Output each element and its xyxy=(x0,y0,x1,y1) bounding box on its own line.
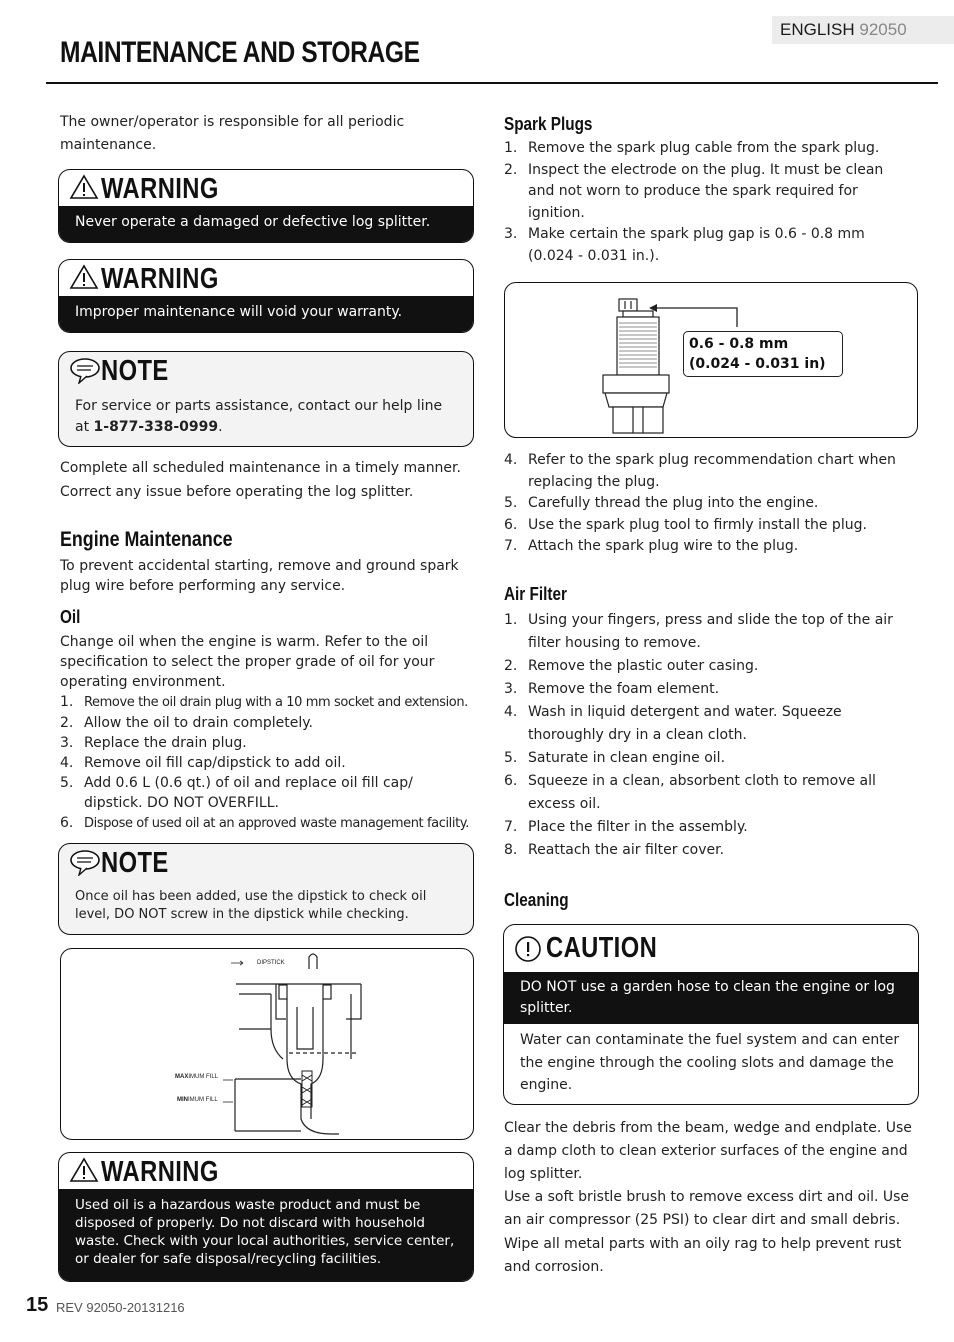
list-item xyxy=(504,536,914,558)
list-item-number: 8. xyxy=(504,842,518,858)
title-rule xyxy=(46,82,938,84)
intro-text: The owner/operator is responsible for all periodic maintenance. xyxy=(60,114,405,153)
revision-label: REV 92050-20131216 xyxy=(56,1300,185,1315)
page-number: 15 xyxy=(26,1294,49,1316)
list-item-number: 3. xyxy=(60,735,74,751)
list-item-number: 3. xyxy=(504,681,518,697)
caution-black-text: DO NOT use a garden hose to clean the engine or log splitter. xyxy=(504,972,918,1024)
language-label: ENGLISH xyxy=(780,20,855,39)
list-item xyxy=(504,160,914,225)
list-item-number: 3. xyxy=(504,226,518,242)
page-title: MAINTENANCE AND STORAGE xyxy=(60,36,420,69)
warning-box-2 xyxy=(58,259,474,333)
list-item xyxy=(504,224,914,267)
list-item xyxy=(504,770,914,816)
list-item-number: 4. xyxy=(504,704,518,720)
warning-body: Used oil is a hazardous waste product and must be disposed of properly. Do not discard with household waste. Check with your local authorities, service center, or dealer for safe disposal/recycling facilities. xyxy=(59,1189,473,1282)
model-number: 92050 xyxy=(859,20,907,39)
oil-intro: Change oil when the engine is warm. Refer to the oil specification to select the proper grade of oil for your operating environment. xyxy=(60,634,435,690)
max-label-bold: MAX xyxy=(175,1074,189,1080)
list-item-text: Remove the foam element. xyxy=(528,681,720,697)
warning-triangle-icon xyxy=(69,1157,99,1183)
list-item-text: Remove the plastic outer casing. xyxy=(528,658,759,674)
note-body xyxy=(59,388,473,446)
warning-triangle-icon xyxy=(69,264,99,290)
list-item-text: Remove the oil drain plug with a 10 mm socket and extension. xyxy=(84,695,468,710)
help-line-phone: 1-877-338-0999 xyxy=(93,419,219,435)
list-item-text: Reattach the air filter cover. xyxy=(528,842,725,858)
list-item xyxy=(504,816,914,839)
list-item-text: Use the spark plug tool to firmly install the plug. xyxy=(528,516,867,533)
oil-heading: Oil xyxy=(60,607,81,627)
note-body-text: For service or parts assistance, contact our help line at xyxy=(75,398,443,435)
min-label-bold: MIN xyxy=(177,1097,188,1103)
list-item-number: 4. xyxy=(60,755,74,771)
list-item xyxy=(504,515,914,537)
gap-label-in: (0.024 - 0.031 in) xyxy=(689,356,826,372)
spark-plugs-heading: Spark Plugs xyxy=(504,114,593,134)
note-heading: NOTE xyxy=(101,355,169,387)
spark-steps-list-b xyxy=(504,450,914,558)
list-item-number: 6. xyxy=(504,773,518,789)
list-item-number: 2. xyxy=(60,715,74,731)
dipstick-figure xyxy=(60,948,474,1140)
warning-heading: WARNING xyxy=(101,263,219,295)
list-item xyxy=(504,609,914,655)
list-item-text: Remove oil fill cap/dipstick to add oil. xyxy=(84,755,346,771)
caution-heading: CAUTION xyxy=(546,932,658,964)
list-item-text: Squeeze in a clean, absorbent cloth to remove all excess oil. xyxy=(528,773,876,812)
gap-label-mm: 0.6 - 0.8 mm xyxy=(689,336,789,352)
list-item-text: Carefully thread the plug into the engine. xyxy=(528,495,819,511)
caution-exclamation-icon xyxy=(514,935,542,963)
list-item xyxy=(60,773,475,813)
list-item-number: 5. xyxy=(504,495,518,511)
engine-maintenance-heading: Engine Maintenance xyxy=(60,528,233,551)
warning-box-3 xyxy=(58,1152,474,1282)
schedule-line-1: Complete all scheduled maintenance in a timely manner. xyxy=(60,460,461,476)
note-speech-bubble-icon xyxy=(69,848,101,876)
list-item-number: 5. xyxy=(60,775,74,791)
list-item xyxy=(504,450,914,493)
list-item-number: 4. xyxy=(504,452,518,468)
list-item xyxy=(504,655,914,678)
cleaning-para-3: Wipe all metal parts with an oily rag to help prevent rust and corrosion. xyxy=(504,1236,902,1275)
min-label-rest: IMUM FILL xyxy=(188,1097,218,1103)
list-item-number: 6. xyxy=(60,815,74,831)
cleaning-heading: Cleaning xyxy=(504,890,569,910)
schedule-line-2: Correct any issue before operating the log splitter. xyxy=(60,484,414,500)
minimum-fill-label xyxy=(177,1097,218,1103)
list-item-text: Dispose of used oil at an approved waste management facility. xyxy=(84,816,469,831)
list-item xyxy=(60,753,475,773)
list-item-number: 1. xyxy=(504,612,518,628)
warning-heading: WARNING xyxy=(101,1156,219,1188)
list-item-text: Saturate in clean engine oil. xyxy=(528,750,726,766)
list-item-text: Replace the drain plug. xyxy=(84,735,247,751)
note-body-suffix: . xyxy=(218,419,223,435)
language-tab xyxy=(772,16,954,44)
list-item-number: 1. xyxy=(504,140,518,156)
list-item-number: 2. xyxy=(504,658,518,674)
list-item-text: Allow the oil to drain completely. xyxy=(84,715,314,731)
list-item-text: Wash in liquid detergent and water. Squeeze thoroughly dry in a clean cloth. xyxy=(528,704,842,743)
list-item-number: 5. xyxy=(504,750,518,766)
caution-white-text: Water can contaminate the fuel system and can enter the engine through the cooling slots and damage the engine. xyxy=(520,1032,900,1093)
list-item xyxy=(60,713,475,733)
air-filter-heading: Air Filter xyxy=(504,584,567,604)
cleaning-para-1: Clear the debris from the beam, wedge and endplate. Use a damp cloth to clean exterior surfaces of the engine and log splitter. xyxy=(504,1120,912,1182)
warning-box-1 xyxy=(58,169,474,243)
list-item-text: Make certain the spark plug gap is 0.6 - 0.8 mm (0.024 - 0.031 in.). xyxy=(528,226,865,264)
list-item xyxy=(60,733,475,753)
spark-steps-list-a xyxy=(504,138,914,267)
list-item xyxy=(60,813,475,834)
list-item-text: Remove the spark plug cable from the spark plug. xyxy=(528,140,880,156)
warning-triangle-icon xyxy=(69,174,99,200)
engine-intro: To prevent accidental starting, remove and ground spark plug wire before performing any service. xyxy=(60,558,459,594)
caution-box xyxy=(503,924,919,1105)
list-item-text: Place the filter in the assembly. xyxy=(528,819,748,835)
dipstick-diagram xyxy=(61,949,474,1140)
warning-heading: WARNING xyxy=(101,173,219,205)
spark-plug-figure xyxy=(504,282,918,438)
list-item xyxy=(504,701,914,747)
max-label-rest: IMUM FILL xyxy=(188,1074,219,1080)
list-item-number: 2. xyxy=(504,161,518,178)
note-box-1 xyxy=(58,351,474,447)
note-heading: NOTE xyxy=(101,847,169,879)
list-item xyxy=(60,692,475,713)
list-item-number: 1. xyxy=(60,694,74,710)
oil-steps-list xyxy=(60,692,475,834)
note-speech-bubble-icon xyxy=(69,356,101,384)
list-item xyxy=(504,839,914,862)
list-item xyxy=(504,138,914,160)
list-item-number: 6. xyxy=(504,516,518,533)
gap-label-box xyxy=(683,331,843,377)
warning-body: Improper maintenance will void your warranty. xyxy=(59,296,473,333)
warning-body: Never operate a damaged or defective log splitter. xyxy=(59,206,473,243)
maximum-fill-label xyxy=(175,1074,218,1080)
note-body: Once oil has been added, use the dipstick to check oil level, DO NOT screw in the dipstick while checking. xyxy=(75,889,427,922)
cleaning-para-2: Use a soft bristle brush to remove excess dirt and oil. Use an air compressor (25 PSI) to clear dirt and small debris. xyxy=(504,1189,910,1228)
dipstick-label: DIPSTICK xyxy=(257,960,285,966)
list-item-text: Add 0.6 L (0.6 qt.) of oil and replace oil fill cap/ dipstick. DO NOT OVERFILL. xyxy=(84,775,413,811)
list-item xyxy=(504,678,914,701)
list-item-text: Attach the spark plug wire to the plug. xyxy=(528,538,799,554)
list-item xyxy=(504,493,914,515)
list-item-number: 7. xyxy=(504,538,518,554)
note-box-2 xyxy=(58,843,474,935)
list-item-number: 7. xyxy=(504,819,518,835)
list-item xyxy=(504,747,914,770)
list-item-text: Using your fingers, press and slide the top of the air filter housing to remove. xyxy=(528,612,893,651)
list-item-text: Refer to the spark plug recommendation chart when replacing the plug. xyxy=(528,452,896,490)
air-filter-steps-list xyxy=(504,609,914,862)
list-item-text: Inspect the electrode on the plug. It must be clean and not worn to produce the spark required for ignition. xyxy=(528,161,884,221)
